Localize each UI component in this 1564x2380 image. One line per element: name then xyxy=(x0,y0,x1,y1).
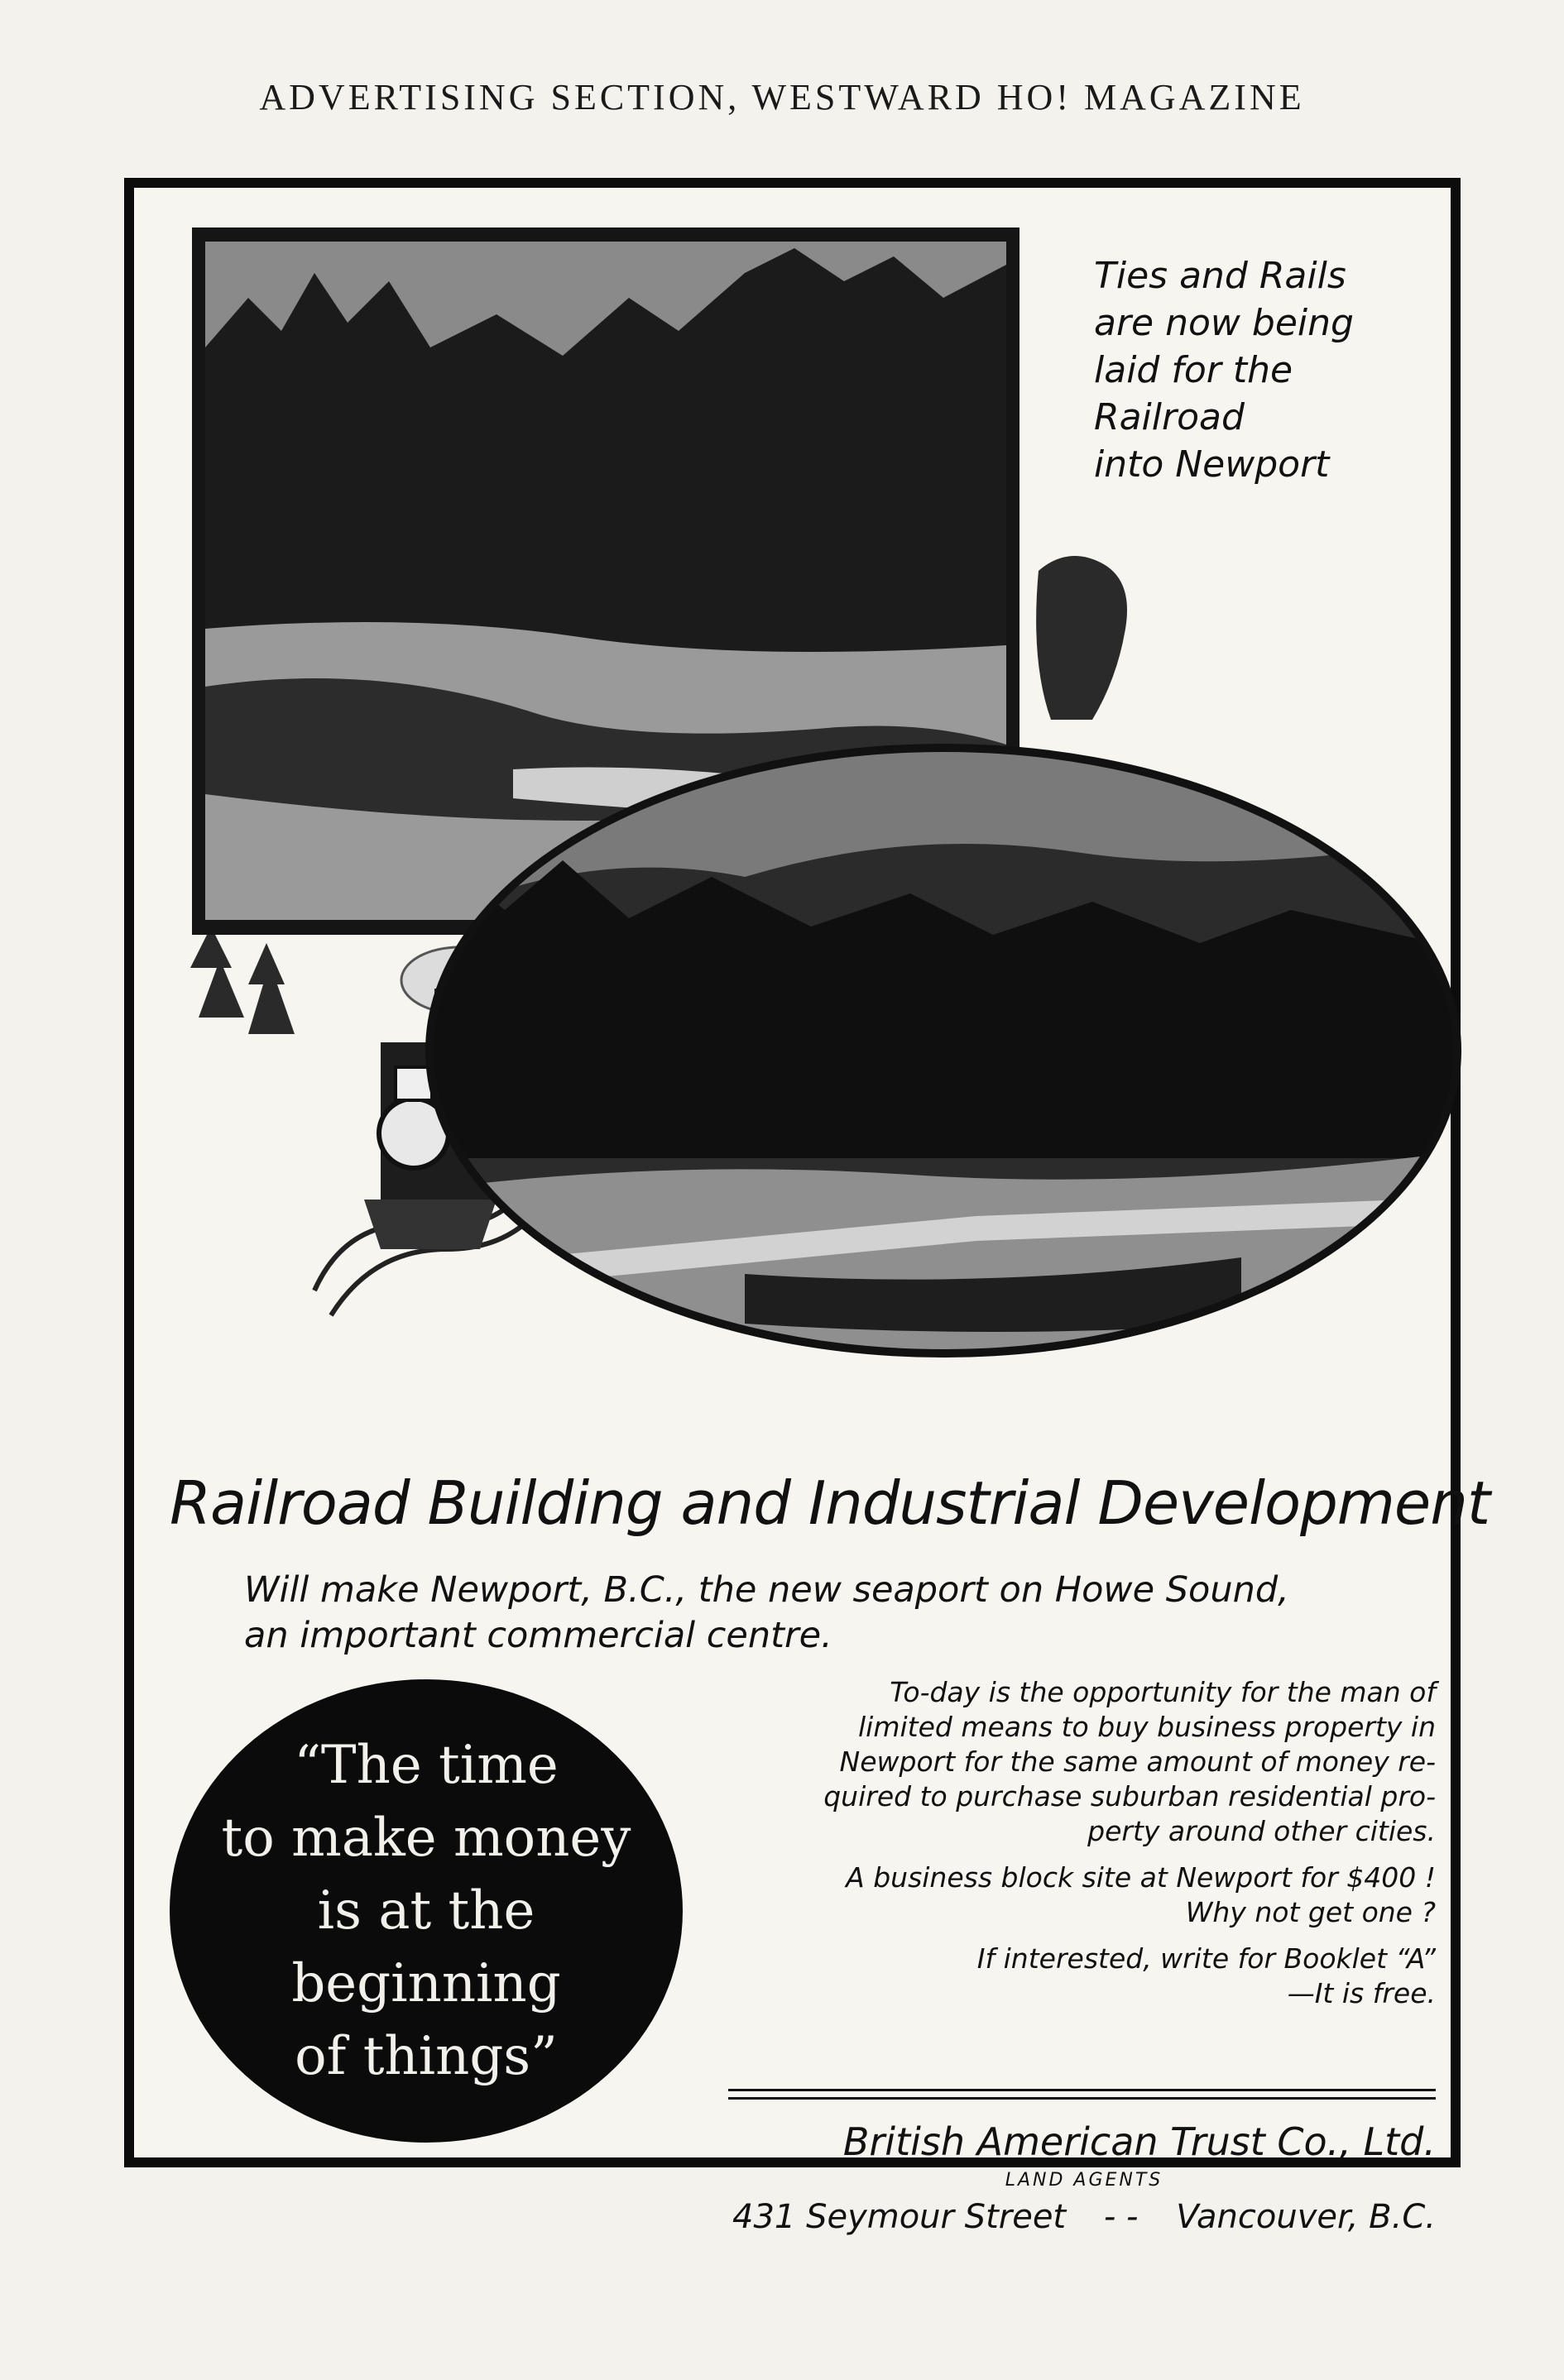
quote-line: of things” xyxy=(295,2026,558,2087)
tagline-text xyxy=(1094,252,1442,488)
headline: Railroad Building and Industrial Development xyxy=(170,1468,1490,1538)
city: Vancouver, B.C. xyxy=(1176,2198,1436,2236)
offer-line: Why not get one ? xyxy=(1185,1896,1436,1928)
company-address xyxy=(732,2196,1436,2239)
divider-rule xyxy=(728,2097,1436,2100)
quote-line: “The time xyxy=(294,1735,559,1796)
quote-line: beginning xyxy=(291,1953,561,2014)
cta-line: —It is free. xyxy=(1287,1977,1436,2009)
quote-line: to make money xyxy=(221,1808,631,1869)
page-header: ADVERTISING SECTION, WESTWARD HO! MAGAZINE xyxy=(259,77,1305,117)
subheadline xyxy=(244,1568,1452,1659)
street-address: 431 Seymour Street xyxy=(732,2198,1067,2236)
tagline-line: laid for the xyxy=(1094,349,1293,391)
quote-badge xyxy=(170,1679,683,2143)
body-line: quired to purchase suburban residential pro- xyxy=(823,1780,1436,1813)
tagline-line: are now being xyxy=(1094,302,1354,344)
offer-line: A business block site at Newport for $400 ! xyxy=(846,1861,1436,1894)
company-block xyxy=(732,2118,1436,2239)
subhead-line: an important commercial centre. xyxy=(244,1615,832,1656)
address-separator: - - xyxy=(1103,2198,1139,2236)
tagline-line: Railroad xyxy=(1094,396,1245,438)
body-line: limited means to buy business property in xyxy=(858,1711,1436,1743)
body-line: Newport for the same amount of money re- xyxy=(839,1745,1436,1778)
quote-line: is at the xyxy=(317,1880,535,1942)
cta-line: If interested, write for Booklet “A” xyxy=(976,1942,1436,1975)
subhead-line: Will make Newport, B.C., the new seaport on Howe Sound, xyxy=(244,1569,1289,1611)
tagline-line: Ties and Rails xyxy=(1094,255,1346,297)
tagline-line: into Newport xyxy=(1094,443,1330,486)
company-name: British American Trust Co., Ltd. xyxy=(842,2119,1436,2164)
body-copy xyxy=(732,1675,1436,2011)
body-line: perty around other cities. xyxy=(1087,1815,1436,1847)
body-line: To-day is the opportunity for the man of xyxy=(890,1676,1436,1708)
divider-rule xyxy=(728,2089,1436,2091)
company-role: LAND AGENTS xyxy=(1005,2170,1163,2191)
